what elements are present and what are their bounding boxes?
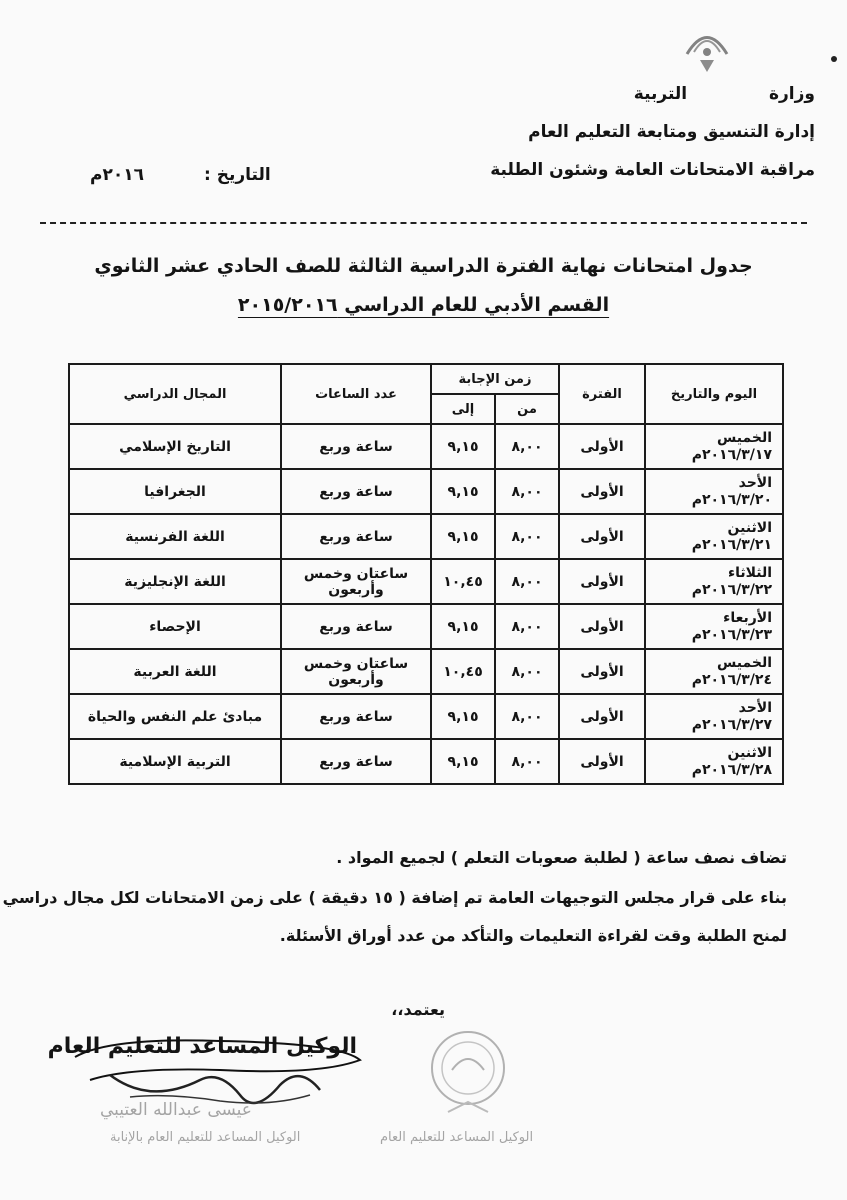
table-row (69, 514, 783, 559)
ministry-name: وزارة التربية (633, 84, 815, 104)
hours-cell: ساعة وربع (281, 604, 431, 649)
subject-cell: اللغة الفرنسية (69, 514, 281, 559)
from-cell: ٨,٠٠ (495, 649, 559, 694)
to-cell: ١٠,٤٥ (431, 649, 495, 694)
period-cell: الأولى (559, 469, 645, 514)
to-cell: ٩,١٥ (431, 469, 495, 514)
document-date: التاريخ :٢٠١٦م (90, 165, 271, 185)
hours-cell: ساعة وربع (281, 514, 431, 559)
header-from: من (495, 394, 559, 424)
hours-cell: ساعة وربع (281, 469, 431, 514)
period-cell: الأولى (559, 559, 645, 604)
hours-cell: ساعتان وخمس وأربعون (281, 559, 431, 604)
to-cell: ٩,١٥ (431, 604, 495, 649)
table-row (69, 469, 783, 514)
period-cell: الأولى (559, 739, 645, 784)
stamp-position: الوكيل المساعد للتعليم العام بالإنابة (110, 1130, 301, 1145)
hours-cell: ساعتان وخمس وأربعون (281, 649, 431, 694)
from-cell: ٨,٠٠ (495, 559, 559, 604)
from-cell: ٨,٠٠ (495, 604, 559, 649)
header-subject: المجال الدراسي (69, 364, 281, 424)
note-extra-time: بناء على قرار مجلس التوجيهات العامة تم إضافة ( ١٥ دقيقة ) على زمن الامتحانات لكل مجال دراسي (2, 888, 787, 907)
period-cell: الأولى (559, 649, 645, 694)
schedule-subtitle: القسم الأدبي للعام الدراسي ٢٠١٥/٢٠١٦ (237, 294, 610, 316)
stamp-name: عيسى عبدالله العتيبي (100, 1100, 252, 1120)
seal-caption: الوكيل المساعد للتعليم العام (380, 1130, 534, 1145)
to-cell: ٩,١٥ (431, 739, 495, 784)
subject-cell: اللغة الإنجليزية (69, 559, 281, 604)
subject-cell: التاريخ الإسلامي (69, 424, 281, 469)
period-cell: الأولى (559, 424, 645, 469)
exam-schedule-table (68, 363, 784, 785)
from-cell: ٨,٠٠ (495, 694, 559, 739)
day-date-cell: الاثنين ٢٠١٦/٣/٢١م (645, 514, 783, 559)
hours-cell: ساعة وربع (281, 694, 431, 739)
from-cell: ٨,٠٠ (495, 514, 559, 559)
day-date-cell: الأحد ٢٠١٦/٣/٢٠م (645, 469, 783, 514)
ministry-emblem-icon (672, 16, 742, 82)
department-name: إدارة التنسيق ومتابعة التعليم العام (528, 122, 815, 142)
to-cell: ١٠,٤٥ (431, 559, 495, 604)
note-reading-time: لمنح الطلبة وقت لقراءة التعليمات والتأكد من عدد أوراق الأسئلة. (279, 926, 787, 945)
day-date-cell: الأحد ٢٠١٦/٣/٢٧م (645, 694, 783, 739)
scan-dot (831, 56, 837, 62)
header-day-date: اليوم والتاريخ (645, 364, 783, 424)
table-row (69, 604, 783, 649)
from-cell: ٨,٠٠ (495, 469, 559, 514)
day-date-cell: الأربعاء ٢٠١٦/٣/٢٣م (645, 604, 783, 649)
header-divider (40, 222, 807, 224)
header-period: الفترة (559, 364, 645, 424)
day-date-cell: الثلاثاء ٢٠١٦/٣/٢٢م (645, 559, 783, 604)
schedule-title: جدول امتحانات نهاية الفترة الدراسية الثالثة للصف الحادي عشر الثانوي (94, 255, 753, 277)
table-row (69, 559, 783, 604)
table-row (69, 739, 783, 784)
to-cell: ٩,١٥ (431, 424, 495, 469)
period-cell: الأولى (559, 694, 645, 739)
official-seal-icon (408, 1024, 528, 1124)
day-date-cell: الاثنين ٢٠١٦/٣/٢٨م (645, 739, 783, 784)
subject-cell: التربية الإسلامية (69, 739, 281, 784)
office-name: مراقبة الامتحانات العامة وشئون الطلبة (490, 160, 815, 180)
from-cell: ٨,٠٠ (495, 739, 559, 784)
table-row (69, 424, 783, 469)
header-hours: عدد الساعات (281, 364, 431, 424)
table-row (69, 694, 783, 739)
hours-cell: ساعة وربع (281, 739, 431, 784)
day-date-cell: الخميس ٢٠١٦/٣/٢٤م (645, 649, 783, 694)
header-answer-time: زمن الإجابة (431, 364, 559, 394)
approval-label: يعتمد،، (391, 1000, 445, 1019)
period-cell: الأولى (559, 514, 645, 559)
approver-title: الوكيل المساعد للتعليم العام (47, 1034, 357, 1059)
table-row (69, 649, 783, 694)
subject-cell: الجغرافيا (69, 469, 281, 514)
day-date-cell: الخميس ٢٠١٦/٣/١٧م (645, 424, 783, 469)
period-cell: الأولى (559, 604, 645, 649)
to-cell: ٩,١٥ (431, 514, 495, 559)
to-cell: ٩,١٥ (431, 694, 495, 739)
header-to: إلى (431, 394, 495, 424)
subject-cell: اللغة العربية (69, 649, 281, 694)
hours-cell: ساعة وربع (281, 424, 431, 469)
note-learning-difficulties: تضاف نصف ساعة ( لطلبة صعوبات التعلم ) لجميع المواد . (336, 848, 787, 867)
subject-cell: الإحصاء (69, 604, 281, 649)
subject-cell: مبادئ علم النفس والحياة (69, 694, 281, 739)
from-cell: ٨,٠٠ (495, 424, 559, 469)
